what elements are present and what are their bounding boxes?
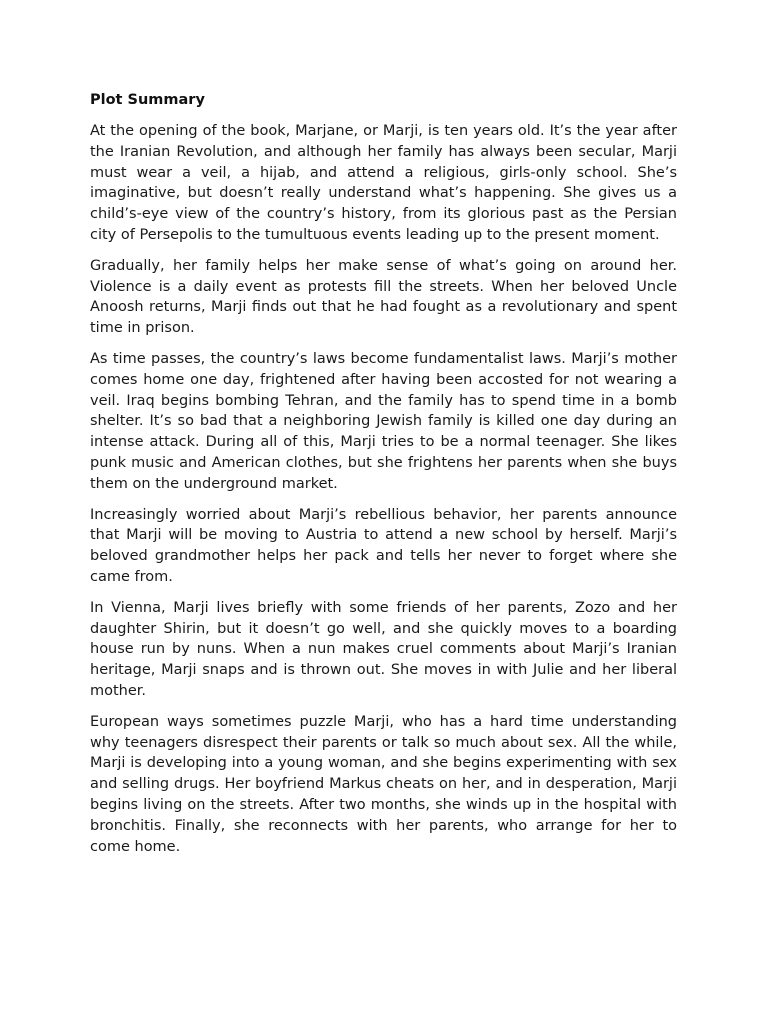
paragraph: Gradually, her family helps her make sense of what’s going on around her. Violence is a daily event as protests fill the streets. When her beloved Uncle Anoosh returns, Marji finds out that he had fought as a revolutionary and spent time in prison. (90, 257, 677, 337)
paragraph: As time passes, the country’s laws become fundamentalist laws. Marji’s mother comes home one day, frightened after having been accosted for not wearing a veil. Iraq begins bombing Tehran, and the family has to spend time in a bomb shelter. It’s so bad that a neighboring Jewish family is killed one day during an intense attack. During all of this, Marji tries to be a normal teenager. She likes punk music and American clothes, but she frightens her parents when she buys them on the underground market. (90, 350, 677, 492)
paragraph: Increasingly worried about Marji’s rebellious behavior, her parents announce that Marji will be moving to Austria to attend a new school by herself. Marji’s beloved grandmother helps her pack and tells her never to forget where she came from. (90, 506, 677, 585)
document-page (90, 88, 677, 867)
paragraph: At the opening of the book, Marjane, or Marji, is ten years old. It’s the year after the Iranian Revolution, and although her family has always been secular, Marji must wear a veil, a hijab, and attend a religious, girls-only school. She’s imaginative, but doesn’t really understand what’s happening. She gives us a child’s-eye view of the country’s history, from its glorious past as the Persian city of Persepolis to the tumultuous events leading up to the present moment. (90, 123, 677, 243)
paragraph: In Vienna, Marji lives briefly with some friends of her parents, Zozo and her daughter Shirin, but it doesn’t go well, and she quickly moves to a boarding house run by nuns. When a nun makes cruel comments about Marji’s Iranian heritage, Marji snaps and is thrown out. She moves in with Julie and her liberal mother. (90, 599, 677, 699)
section-heading: Plot Summary (90, 92, 205, 108)
paragraph: European ways sometimes puzzle Marji, who has a hard time understanding why teenagers disrespect their parents or talk so much about sex. All the while, Marji is developing into a young woman, and she begins experimenting with sex and selling drugs. Her boyfriend Markus cheats on her, and in desperation, Marji begins living on the streets. After two months, she winds up in the hospital with bronchitis. Finally, she reconnects with her parents, who arrange for her to come home. (90, 713, 677, 855)
